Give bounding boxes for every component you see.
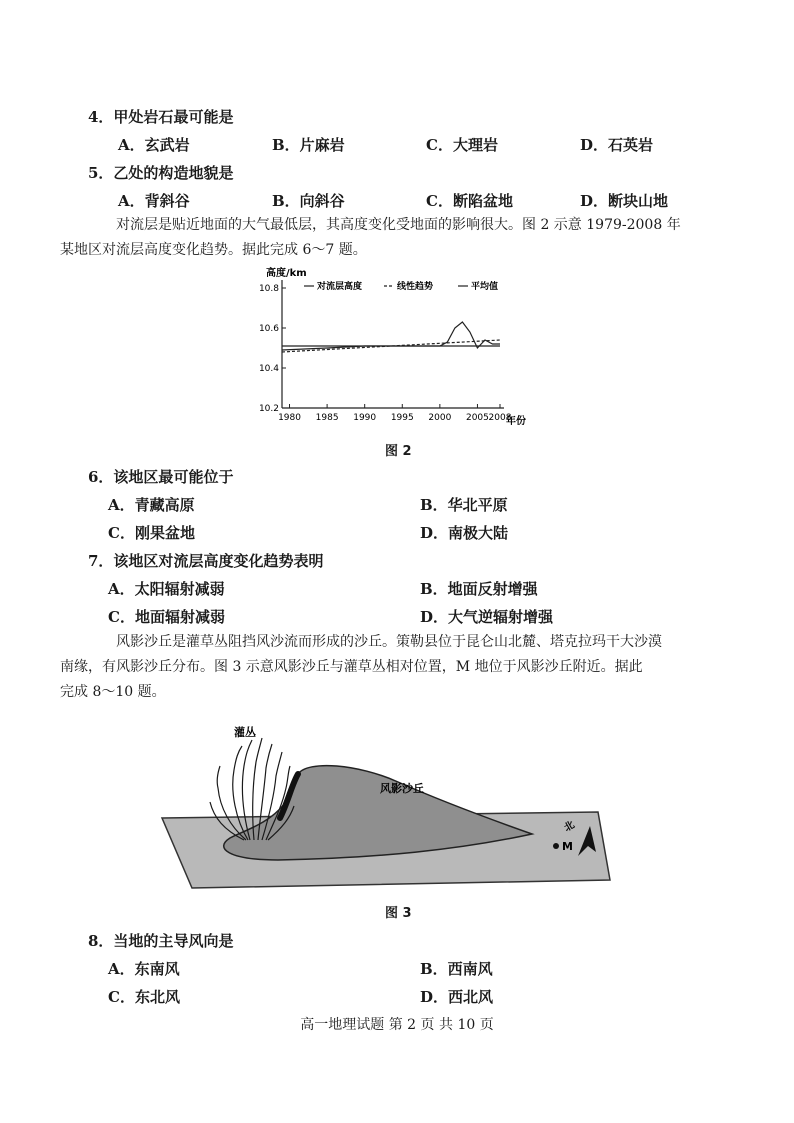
q5-option-b: B．向斜谷 (272, 192, 345, 210)
q6-option-b: B．华北平原 (420, 496, 508, 514)
y-axis-label: 高度/km (266, 268, 307, 279)
x-tick-label: 1990 (353, 413, 377, 423)
q6-option-d: D．南极大陆 (420, 524, 509, 542)
intro-2-line-3: 完成 8～10 题。 (60, 684, 166, 700)
q4-option-b: B．片麻岩 (272, 136, 345, 154)
intro-1-line-1: 对流层是贴近地面的大气最低层，其高度变化受地面的影响很大。图 2 示意 1979-2008 年 (116, 217, 681, 233)
chart-legend (304, 280, 498, 292)
question-5-stem: 5．乙处的构造地貌是 (88, 164, 234, 182)
dune-label: 风影沙丘 (380, 782, 424, 795)
q4-option-d: D．石英岩 (580, 136, 654, 154)
figure-2-chart (248, 262, 548, 434)
y-tick-label: 10.4 (258, 364, 279, 374)
figure-2-caption: 图 2 (385, 444, 412, 459)
intro-2-line-1: 风影沙丘是灌草丛阻挡风沙流而形成的沙丘。策勒县位于昆仑山北麓、塔克拉玛干大沙漠 (116, 634, 662, 650)
figure-3-caption: 图 3 (385, 906, 412, 921)
q6-option-a: A．青藏高原 (108, 496, 195, 514)
q8-option-b: B．西南风 (420, 960, 493, 978)
intro-paragraph-2 (60, 630, 718, 705)
question-4-stem: 4．甲处岩石最可能是 (88, 108, 234, 126)
q4-option-a: A．玄武岩 (118, 136, 190, 154)
figure-3-illustration (158, 722, 618, 894)
q4-option-c: C．大理岩 (426, 136, 498, 154)
intro-1-line-2: 某地区对流层高度变化趋势。据此完成 6～7 题。 (60, 242, 367, 258)
y-tick-label: 10.8 (258, 284, 279, 294)
q6-option-c: C．刚果盆地 (108, 524, 195, 542)
q7-option-b: B．地面反射增强 (420, 580, 538, 598)
legend-entry-2: 线性趋势 (397, 282, 434, 292)
question-8-stem: 8．当地的主导风向是 (88, 932, 234, 950)
y-tick-label: 10.6 (258, 324, 279, 334)
question-7-stem: 7．该地区对流层高度变化趋势表明 (88, 552, 324, 570)
x-tick-label: 2000 (428, 413, 452, 423)
x-axis-label: 年份 (506, 416, 526, 427)
q7-option-d: D．大气逆辐射增强 (420, 608, 554, 626)
x-tick-label: 2008 (488, 413, 512, 423)
north-label: 北 (562, 819, 577, 835)
shrub-label: 灌丛 (234, 726, 256, 739)
x-tick-label: 1985 (315, 413, 339, 423)
q5-option-d: D．断块山地 (580, 192, 669, 210)
q5-option-a: A．背斜谷 (118, 192, 190, 210)
x-tick-label: 2005 (465, 413, 489, 423)
legend-entry-1: 对流层高度 (317, 282, 363, 292)
y-tick-label: 10.2 (258, 404, 279, 414)
point-m-marker (553, 843, 559, 849)
page-footer: 高一地理试题 第 2 页 共 10 页 (300, 1017, 494, 1033)
q7-option-a: A．太阳辐射减弱 (108, 580, 225, 598)
intro-2-line-2: 南缘，有风影沙丘分布。图 3 示意风影沙丘与灌草丛相对位置，M 地位于风影沙丘附近。据此 (60, 659, 643, 675)
intro-paragraph-1 (60, 213, 718, 263)
x-tick-label: 1995 (390, 413, 414, 423)
x-tick-label: 1980 (278, 413, 301, 423)
chart-series (282, 322, 500, 352)
question-6-stem: 6．该地区最可能位于 (88, 468, 234, 486)
legend-entry-3: 平均值 (471, 282, 499, 292)
chart-axes (259, 280, 512, 423)
point-m-label: M (562, 840, 573, 853)
q8-option-a: A．东南风 (108, 960, 180, 978)
q5-option-c: C．断陷盆地 (426, 192, 513, 210)
q8-option-d: D．西北风 (420, 988, 494, 1006)
q8-option-c: C．东北风 (108, 988, 180, 1006)
q7-option-c: C．地面辐射减弱 (108, 608, 225, 626)
